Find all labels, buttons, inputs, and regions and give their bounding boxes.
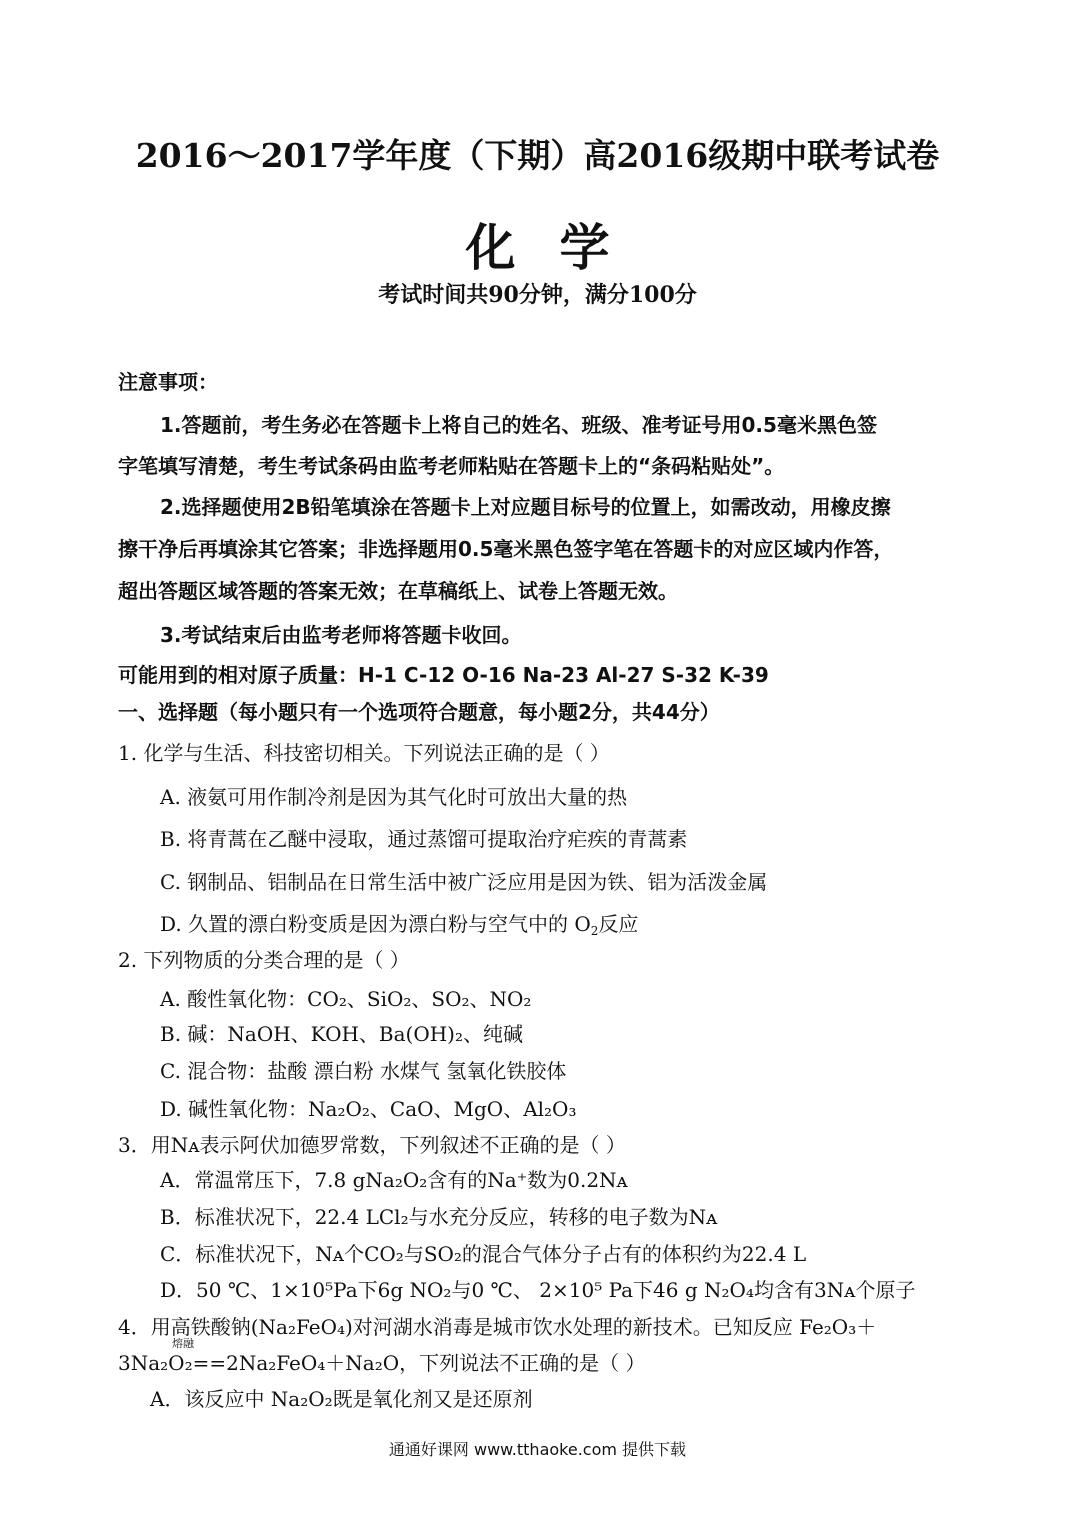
question-1-option-d-subscript: 2: [590, 924, 599, 938]
question-1-option-d: [160, 908, 638, 938]
notes-heading: 注意事项：: [118, 370, 218, 394]
question-1-option-d-end: 反应: [598, 912, 639, 936]
question-4-stem-line-1: 4．用高铁酸钠(Na₂FeO₄)对河湖水消毒是城市饮水处理的新技术。已知反应 Fe₂O₃＋: [118, 1315, 877, 1339]
question-4-stem-line-2: 3Na₂O₂==2Na₂FeO₄＋Na₂O，下列说法不正确的是（ ）: [118, 1351, 646, 1375]
question-2-option-c: C. 混合物：盐酸 漂白粉 水煤气 氢氧化铁胶体: [160, 1059, 567, 1083]
question-3-option-b: B．标准状况下，22.4 LCl₂与水充分反应，转移的电子数为Nᴀ: [160, 1205, 718, 1229]
question-2-option-a: A. 酸性氧化物：CO₂、SiO₂、SO₂、NO₂: [160, 987, 532, 1011]
question-1-option-c: C. 钢制品、铝制品在日常生活中被广泛应用是因为铁、铝为活泼金属: [160, 870, 768, 894]
question-1-stem: 1. 化学与生活、科技密切相关。下列说法正确的是（ ）: [118, 741, 610, 765]
exam-title: 2016～2017学年度（下期）高2016级期中联考试卷: [135, 136, 940, 175]
question-3-option-d: D．50 ℃、1×10⁵Pa下6g NO₂与0 ℃、 2×10⁵ Pa下46 g N₂O₄均含有3Nᴀ个原子: [160, 1278, 916, 1302]
question-1-option-d-text: D. 久置的漂白粉变质是因为漂白粉与空气中的 O: [160, 912, 591, 936]
question-4-option-a: A．该反应中 Na₂O₂既是氧化剂又是还原剂: [150, 1387, 533, 1411]
subject-title: 化学: [465, 218, 654, 277]
footer-source: 通通好课网 www.tthaoke.com 提供下载: [388, 1440, 687, 1459]
question-3-stem: 3．用Nᴀ表示阿伏加德罗常数，下列叙述不正确的是（ ）: [118, 1133, 626, 1157]
question-1-option-a: A. 液氨可用作制冷剂是因为其气化时可放出大量的热: [160, 785, 628, 809]
reaction-condition-label: 熔融: [172, 1337, 194, 1350]
question-3-option-c: C．标准状况下，Nᴀ个CO₂与SO₂的混合气体分子占有的体积约为22.4 L: [160, 1242, 807, 1266]
question-2-stem: 2. 下列物质的分类合理的是（ ）: [118, 948, 410, 972]
atomic-masses: 可能用到的相对原子质量：H-1 C-12 O-16 Na-23 Al-27 S-32 K-39: [118, 663, 769, 687]
note-3: 3.考试结束后由监考老师将答题卡收回。: [160, 623, 522, 647]
note-2-line-3: 超出答题区域答题的答案无效；在草稿纸上、试卷上答题无效。: [118, 579, 678, 603]
note-2-line-1: 2.选择题使用2B铅笔填涂在答题卡上对应题目标号的位置上，如需改动，用橡皮擦: [160, 495, 891, 519]
note-1-line-1: 1.答题前，考生务必在答题卡上将自己的姓名、班级、准考证号用0.5毫米黑色签: [160, 413, 877, 437]
note-1-line-2: 字笔填写清楚，考生考试条码由监考老师粘贴在答题卡上的“条码粘贴处”。: [118, 454, 785, 478]
section-1-heading: 一、选择题（每小题只有一个选项符合题意，每小题2分，共44分）: [118, 700, 720, 724]
question-1-option-b: B. 将青蒿在乙醚中浸取，通过蒸馏可提取治疗疟疾的青蒿素: [160, 827, 688, 851]
note-2-line-2: 擦干净后再填涂其它答案；非选择题用0.5毫米黑色签字笔在答题卡的对应区域内作答，: [118, 537, 894, 561]
question-2-option-b: B. 碱：NaOH、KOH、Ba(OH)₂、纯碱: [160, 1022, 523, 1046]
question-2-option-d: D. 碱性氧化物：Na₂O₂、CaO、MgO、Al₂O₃: [160, 1097, 577, 1121]
question-3-option-a: A．常温常压下，7.8 gNa₂O₂含有的Na⁺数为0.2Nᴀ: [160, 1168, 628, 1192]
exam-info: 考试时间共90分钟，满分100分: [378, 282, 697, 308]
